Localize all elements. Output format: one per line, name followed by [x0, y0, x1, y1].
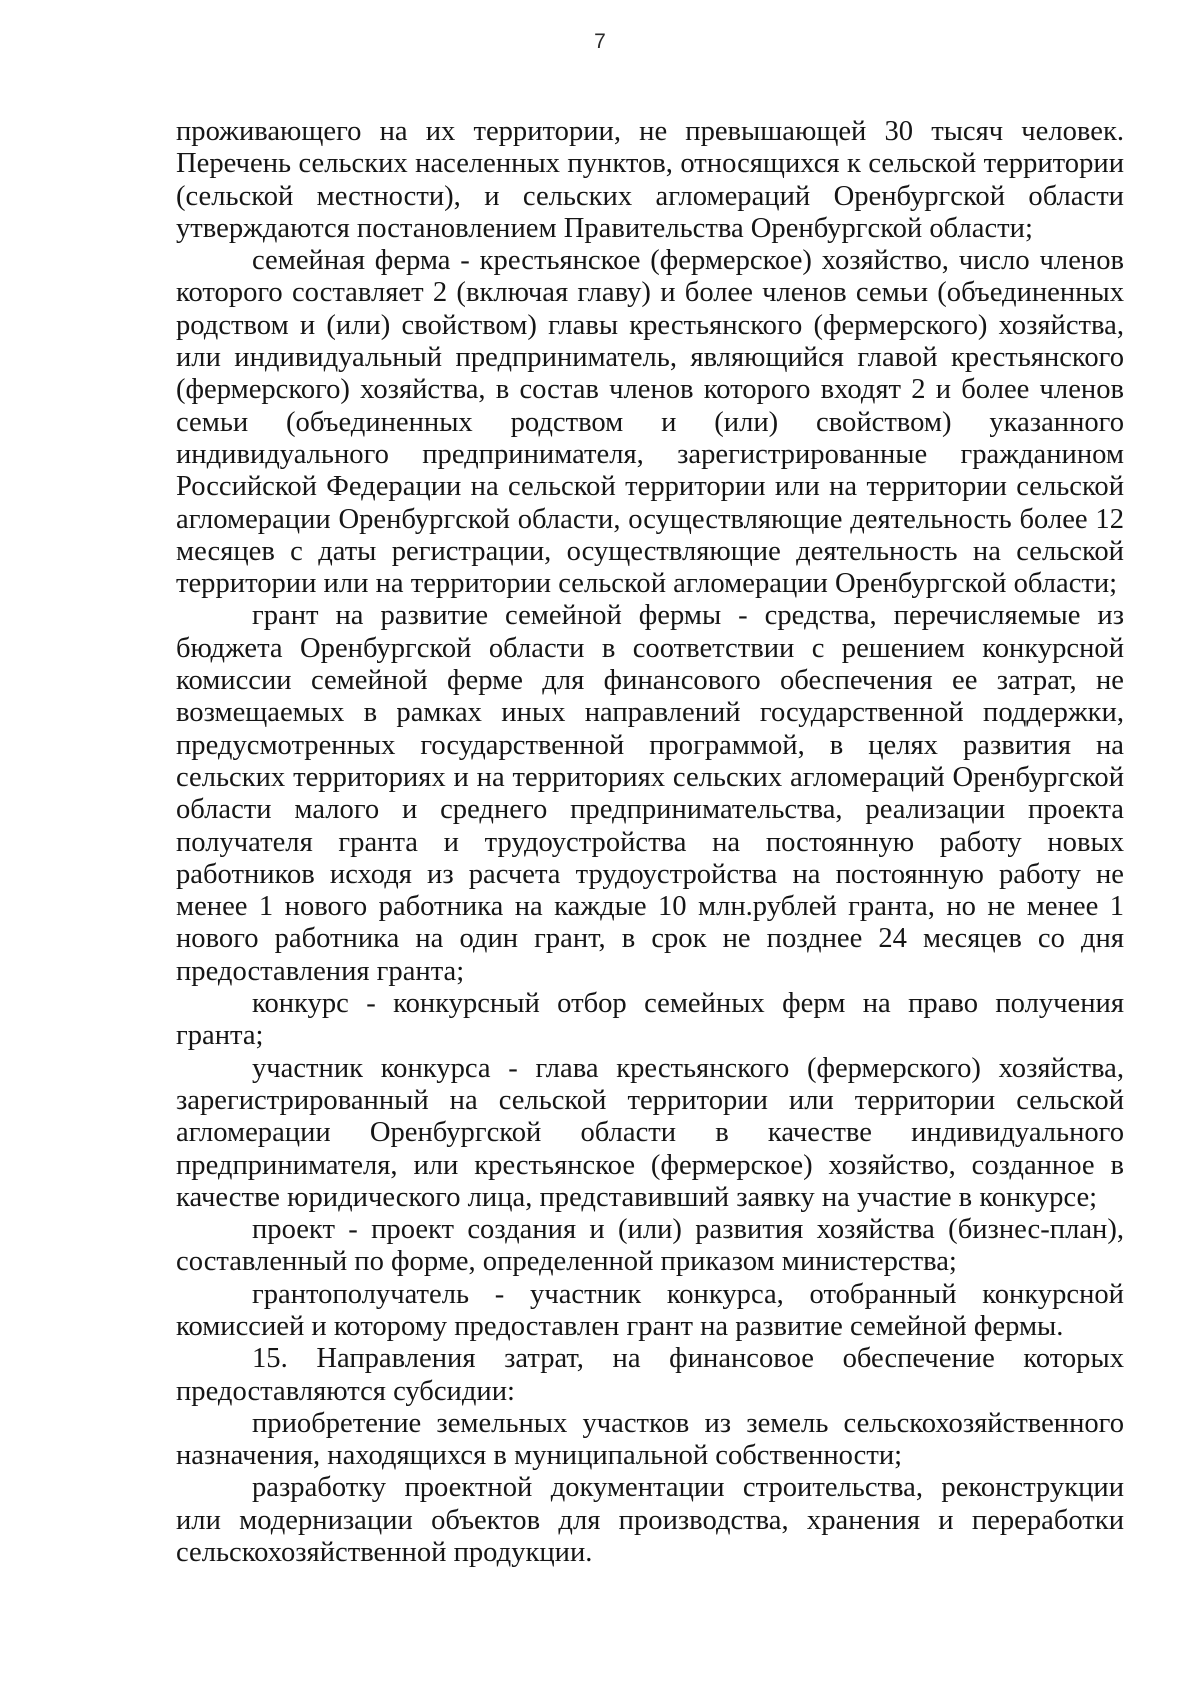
body-text [176, 116, 1124, 1569]
paragraph-land-acquisition: приобретение земельных участков из земель сельскохозяйственного назначения, находящихся в муниципальной собственности; [176, 1407, 1124, 1472]
paragraph-participant-definition: участник конкурса - глава крестьянского (фермерского) хозяйства, зарегистрированный на сельской территории или территории сельской агломерации Оренбургской области в качестве индивидуального предпринимателя, или крестьянское (фермерское) хозяйство, созданное в качестве юридического лица, представивший заявку на участие в конкурсе; [176, 1052, 1124, 1213]
paragraph-contest-definition: конкурс - конкурсный отбор семейных ферм на право получения гранта; [176, 988, 1124, 1052]
paragraph-project-definition: проект - проект создания и (или) развития хозяйства (бизнес-план), составленный по форме, определенной приказом министерства; [176, 1214, 1124, 1278]
paragraph-grant-definition: грант на развитие семейной фермы - средства, перечисляемые из бюджета Оренбургской области в соответствии с решением конкурсной комиссии семейной ферме для финансового обеспечения ее затрат, не возмещаемых в рамках иных направлений государственной поддержки, предусмотренных государственной программой, в целях развития на сельских территориях и на территориях сельских агломераций Оренбургской области малого и среднего предпринимательства, реализации проекта получателя гранта и трудоустройства на постоянную работу новых работников исходя из расчета трудоустройства на постоянную работу не менее 1 нового работника на каждые 10 млн.рублей гранта, но не менее 1 нового работника на один грант, в срок не позднее 24 месяцев со дня предоставления гранта; [176, 600, 1124, 987]
paragraph-grantee-definition: грантополучатель - участник конкурса, отобранный конкурсной комиссией и которому предоставлен грант на развитие семейной фермы. [176, 1278, 1124, 1342]
paragraph-continuation: проживающего на их территории, не превышающей 30 тысяч человек. Перечень сельских населенных пунктов, относящихся к сельской территории (сельской местности), и сельских агломераций Оренбургской области утверждаются постановлением Правительства Оренбургской области; [176, 116, 1124, 244]
paragraph-section-15: 15. Направления затрат, на финансовое обеспечение которых предоставляются субсидии: [176, 1343, 1124, 1407]
paragraph-design-documentation: разработку проектной документации строительства, реконструкции или модернизации объектов для производства, хранения и переработки сельскохозяйственной продукции. [176, 1472, 1124, 1569]
page-number: 7 [594, 30, 606, 53]
paragraph-family-farm-definition: семейная ферма - крестьянское (фермерское) хозяйство, число членов которого составляет 2 (включая главу) и более членов семьи (объединенных родством и (или) свойством) главы крестьянского (фермерского) хозяйства, или индивидуальный предприниматель, являющийся главой крестьянского (фермерского) хозяйства, в состав членов которого входят 2 и более членов семьи (объединенных родством и (или) свойством) указанного индивидуального предпринимателя, зарегистрированные гражданином Российской Федерации на сельской территории или на территории сельской агломерации Оренбургской области, осуществляющие деятельность более 12 месяцев с даты регистрации, осуществляющие деятельность на сельской территории или на территории сельской агломерации Оренбургской области; [176, 245, 1124, 600]
